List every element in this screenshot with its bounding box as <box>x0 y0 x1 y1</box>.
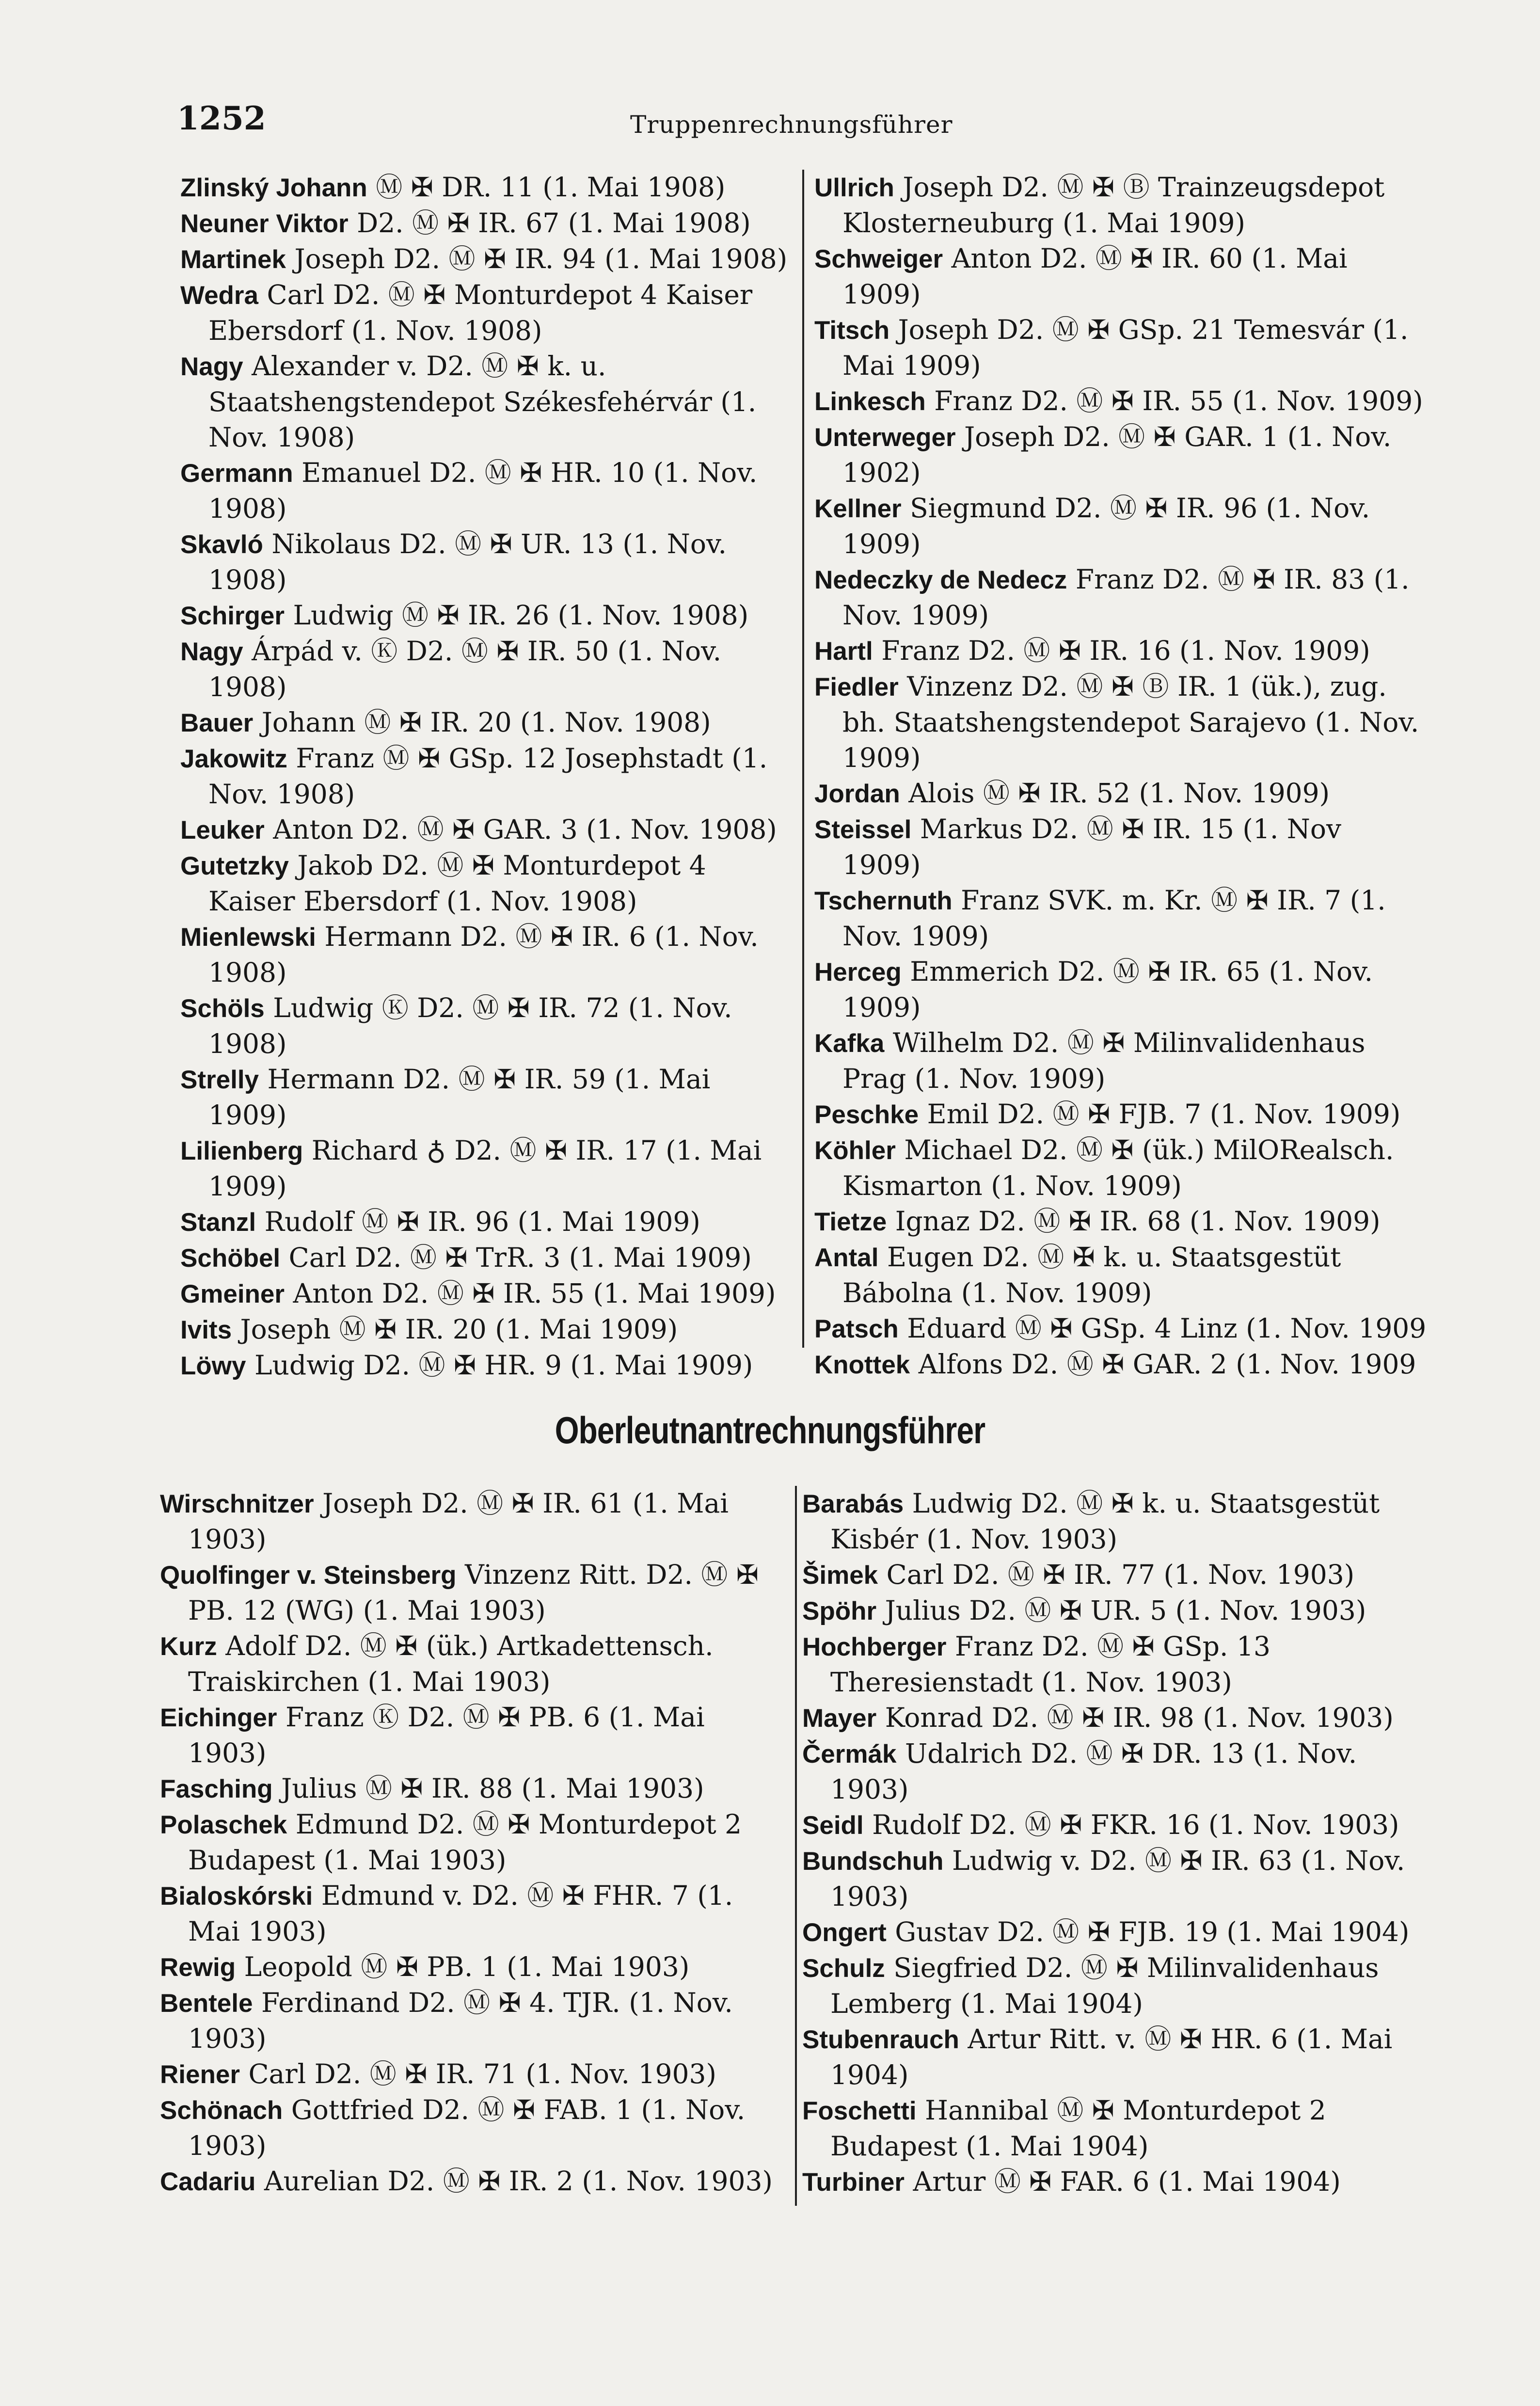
entry-name: Stubenrauch <box>802 2025 959 2054</box>
entry-name: Knottek <box>814 1351 910 1379</box>
entry-details: Julius D2. Ⓜ ✠ UR. 5 (1. Nov. 1903) <box>885 1595 1366 1626</box>
entry <box>802 1736 1418 1807</box>
entry-details: Joseph D2. Ⓜ ✠ IR. 94 (1. Mai 1908) <box>294 243 788 274</box>
entry-details: Adolf D2. Ⓜ ✠ (ük.) Artkadettensch. Traiskirchen (1. Mai 1903) <box>188 1630 714 1697</box>
entry <box>814 562 1428 633</box>
entry <box>802 2164 1418 2200</box>
entry <box>814 312 1428 383</box>
column-divider <box>802 170 804 1348</box>
entry-name: Schönach <box>160 2096 283 2125</box>
entry-details: Carl D2. Ⓜ ✠ IR. 77 (1. Nov. 1903) <box>886 1559 1355 1590</box>
entry-name: Strelly <box>180 1066 259 1094</box>
entry <box>802 1700 1418 1736</box>
entry <box>160 1949 788 1985</box>
entry <box>814 633 1428 669</box>
entry-name: Martinek <box>180 245 286 274</box>
entry <box>802 2022 1418 2093</box>
entry-details: Rudolf D2. Ⓜ ✠ FKR. 16 (1. Nov. 1903) <box>872 1809 1399 1840</box>
entry-name: Barabás <box>802 1490 904 1518</box>
entry-name: Zlinský Johann <box>180 174 367 202</box>
entry-name: Lilienberg <box>180 1137 303 1165</box>
entry-name: Fasching <box>160 1775 273 1803</box>
entry-details: Joseph D2. Ⓜ ✠ GAR. 1 (1. Nov. 1902) <box>842 421 1392 488</box>
entry <box>180 990 796 1062</box>
entry-name: Turbiner <box>802 2168 905 2197</box>
entry-details: Aurelian D2. Ⓜ ✠ IR. 2 (1. Nov. 1903) <box>264 2166 773 2197</box>
entry-name: Bundschuh <box>802 1847 944 1876</box>
entry-name: Herceg <box>814 958 902 987</box>
entry <box>814 241 1428 312</box>
entry-details: Emil D2. Ⓜ ✠ FJB. 7 (1. Nov. 1909) <box>927 1099 1401 1130</box>
entry-name: Leuker <box>180 816 265 844</box>
entry <box>160 1807 788 1878</box>
entry-details: Hermann D2. Ⓜ ✠ IR. 59 (1. Mai 1909) <box>208 1064 711 1131</box>
entry-details: Anton D2. Ⓜ ✠ IR. 55 (1. Mai 1909) <box>293 1278 776 1309</box>
entry-name: Stanzl <box>180 1208 256 1237</box>
entry <box>814 491 1428 562</box>
entry-name: Ullrich <box>814 174 894 202</box>
entry-details: Joseph D2. Ⓜ ✠ Ⓑ Trainzeugsdepot Klosterneuburg (1. Mai 1909) <box>842 172 1385 239</box>
entry <box>160 1628 788 1700</box>
entry <box>180 526 796 598</box>
entry-details: Alfons D2. Ⓜ ✠ GAR. 2 (1. Nov. 1909 <box>918 1349 1416 1380</box>
entry-details: Leopold Ⓜ ✠ PB. 1 (1. Mai 1903) <box>244 1951 690 1982</box>
entry <box>180 455 796 526</box>
entry-name: Polaschek <box>160 1811 287 1839</box>
entry-details: Franz D2. Ⓜ ✠ GSp. 13 Theresienstadt (1. Nov. 1903) <box>830 1631 1270 1698</box>
entry-name: Mayer <box>802 1704 877 1733</box>
entry-name: Schöls <box>180 994 265 1023</box>
entry-details: Franz Ⓜ ✠ GSp. 12 Josephstadt (1. Nov. 1908) <box>208 743 768 810</box>
entry-details: Ludwig Ⓚ D2. Ⓜ ✠ IR. 72 (1. Nov. 1908) <box>208 992 732 1059</box>
entry <box>802 1843 1418 1914</box>
entry-name: Riener <box>160 2060 240 2089</box>
entry-name: Tschernuth <box>814 887 953 915</box>
entry-name: Germann <box>180 459 293 488</box>
entry-details: Artur Ⓜ ✠ FAR. 6 (1. Mai 1904) <box>913 2166 1341 2197</box>
entry <box>814 776 1428 812</box>
entry-name: Skavló <box>180 530 263 559</box>
entry-name: Wirschnitzer <box>160 1490 314 1518</box>
entry-name: Gutetzky <box>180 852 289 880</box>
entry <box>180 277 796 349</box>
entry <box>180 919 796 990</box>
entry-details: Johann Ⓜ ✠ IR. 20 (1. Nov. 1908) <box>261 707 711 738</box>
section-title: Oberleutnantrechnungsführer <box>555 1409 985 1451</box>
entry-name: Bentele <box>160 1989 253 2018</box>
column-divider <box>795 1486 797 2206</box>
entry-name: Seidl <box>802 1811 864 1840</box>
entry-name: Mienlewski <box>180 923 316 952</box>
entry <box>180 241 796 277</box>
entry-name: Patsch <box>814 1315 899 1343</box>
entry-details: Rudolf Ⓜ ✠ IR. 96 (1. Mai 1909) <box>264 1206 700 1237</box>
entry-name: Šimek <box>802 1561 878 1590</box>
entry-details: Anton D2. Ⓜ ✠ GAR. 3 (1. Nov. 1908) <box>273 814 777 845</box>
entry-name: Ongert <box>802 1918 887 1947</box>
entry-details: Udalrich D2. Ⓜ ✠ DR. 13 (1. Nov. 1903) <box>830 1738 1357 1805</box>
entry-name: Ivits <box>180 1316 232 1344</box>
entry-name: Eichinger <box>160 1704 277 1732</box>
section1-left-column <box>180 170 796 1384</box>
entry-details: Edmund D2. Ⓜ ✠ Monturdepot 2 Budapest (1. Mai 1903) <box>188 1809 742 1876</box>
entry <box>180 349 796 455</box>
entry-details: Wilhelm D2. Ⓜ ✠ Milinvalidenhaus Prag (1. Nov. 1909) <box>842 1027 1365 1094</box>
entry <box>180 848 796 919</box>
entry <box>802 2093 1418 2164</box>
entry <box>160 1771 788 1807</box>
entry-name: Gmeiner <box>180 1280 285 1308</box>
entry <box>180 1240 796 1276</box>
entry <box>814 1204 1428 1240</box>
entry-details: Siegmund D2. Ⓜ ✠ IR. 96 (1. Nov. 1909) <box>842 493 1370 559</box>
entry-name: Spöhr <box>802 1597 877 1625</box>
section2-right-column <box>802 1486 1418 2200</box>
entry-name: Steissel <box>814 815 912 844</box>
entry-details: Hermann D2. Ⓜ ✠ IR. 6 (1. Nov. 1908) <box>208 921 759 988</box>
entry-name: Kellner <box>814 494 902 523</box>
entry-details: Joseph D2. Ⓜ ✠ IR. 61 (1. Mai 1903) <box>188 1488 729 1555</box>
entry <box>180 206 796 241</box>
entry-name: Nedeczky de Nedecz <box>814 566 1067 594</box>
entry-details: Gustav D2. Ⓜ ✠ FJB. 19 (1. Mai 1904) <box>895 1916 1410 1947</box>
entry-name: Köhler <box>814 1136 896 1165</box>
entry <box>814 170 1428 241</box>
entry-details: Gottfried D2. Ⓜ ✠ FAB. 1 (1. Nov. 1903) <box>188 2094 746 2161</box>
entry-name: Neuner Viktor <box>180 209 349 238</box>
entry <box>160 2056 788 2092</box>
entry <box>802 1807 1418 1843</box>
entry-name: Fiedler <box>814 673 899 701</box>
entry-details: Markus D2. Ⓜ ✠ IR. 15 (1. Nov 1909) <box>842 813 1342 880</box>
entry-details: Edmund v. D2. Ⓜ ✠ FHR. 7 (1. Mai 1903) <box>188 1880 733 1947</box>
entry-name: Schöbel <box>180 1244 281 1273</box>
entry-name: Jakowitz <box>180 745 287 773</box>
entry-name: Schulz <box>802 1954 885 1983</box>
entry-name: Quolfinger v. Steinsberg <box>160 1561 457 1590</box>
entry <box>802 1486 1418 1557</box>
entry-details: Carl D2. Ⓜ ✠ TrR. 3 (1. Mai 1909) <box>288 1242 752 1273</box>
entry-details: Franz D2. Ⓜ ✠ IR. 55 (1. Nov. 1909) <box>934 385 1423 416</box>
entry <box>814 1347 1428 1383</box>
entry <box>180 1133 796 1204</box>
entry-details: Árpád v. Ⓚ D2. Ⓜ ✠ IR. 50 (1. Nov. 1908) <box>208 636 722 702</box>
entry <box>814 1132 1428 1204</box>
entry-details: Emmerich D2. Ⓜ ✠ IR. 65 (1. Nov. 1909) <box>842 956 1373 1023</box>
entry-name: Jordan <box>814 780 900 808</box>
entry-details: Ludwig D2. Ⓜ ✠ k. u. Staatsgestüt Kisbér (1. Nov. 1903) <box>830 1488 1380 1555</box>
section1-right-column <box>814 170 1428 1383</box>
entry-name: Nagy <box>180 637 243 666</box>
entry-details: Vinzenz Ritt. D2. Ⓜ ✠ PB. 12 (WG) (1. Mai 1903) <box>188 1559 759 1626</box>
entry-details: Siegfried D2. Ⓜ ✠ Milinvalidenhaus Lemberg (1. Mai 1904) <box>830 1952 1379 2019</box>
entry-name: Bauer <box>180 709 254 737</box>
entry <box>814 812 1428 883</box>
entry <box>160 2092 788 2164</box>
entry <box>160 1700 788 1771</box>
entry-name: Hartl <box>814 637 873 666</box>
entry-name: Kurz <box>160 1632 217 1661</box>
entry-details: Joseph D2. Ⓜ ✠ GSp. 21 Temesvár (1. Mai 1909) <box>842 314 1409 381</box>
entry-details: Vinzenz D2. Ⓜ ✠ Ⓑ IR. 1 (ük.), zug. bh. Staatshengstendepot Sarajevo (1. Nov. 1909) <box>842 671 1419 773</box>
entry-name: Nagy <box>180 352 243 381</box>
entry-details: Ⓜ ✠ DR. 11 (1. Mai 1908) <box>376 172 726 203</box>
entry-name: Schweiger <box>814 245 943 273</box>
entry <box>814 419 1428 491</box>
running-head: Truppenrechnungsführer <box>630 111 953 139</box>
entry-details: Alois Ⓜ ✠ IR. 52 (1. Nov. 1909) <box>908 778 1330 809</box>
entry-details: Hannibal Ⓜ ✠ Monturdepot 2 Budapest (1. Mai 1904) <box>830 2095 1326 2162</box>
entry <box>160 1486 788 1557</box>
entry-details: Eugen D2. Ⓜ ✠ k. u. Staatsgestüt Bábolna (1. Nov. 1909) <box>842 1242 1341 1308</box>
entry-name: Wedra <box>180 281 259 310</box>
entry-details: Emanuel D2. Ⓜ ✠ HR. 10 (1. Nov. 1908) <box>208 457 758 524</box>
entry-details: Konrad D2. Ⓜ ✠ IR. 98 (1. Nov. 1903) <box>885 1702 1394 1733</box>
entry <box>802 1914 1418 1950</box>
entry-details: Franz SVK. m. Kr. Ⓜ ✠ IR. 7 (1. Nov. 1909) <box>842 885 1386 952</box>
entry-name: Kafka <box>814 1029 885 1058</box>
entry-details: Carl D2. Ⓜ ✠ Monturdepot 4 Kaiser Ebersdorf (1. Nov. 1908) <box>208 279 753 346</box>
entry-details: Joseph Ⓜ ✠ IR. 20 (1. Mai 1909) <box>240 1314 678 1345</box>
entry <box>160 1557 788 1628</box>
entry <box>180 1348 796 1384</box>
entry <box>802 1557 1418 1593</box>
entry-details: Eduard Ⓜ ✠ GSp. 4 Linz (1. Nov. 1909 <box>907 1313 1427 1344</box>
entry-name: Bialoskórski <box>160 1882 313 1911</box>
entry-name: Cadariu <box>160 2167 256 2196</box>
entry <box>180 741 796 812</box>
entry <box>180 1204 796 1240</box>
entry-name: Rewig <box>160 1953 236 1982</box>
entry-name: Peschke <box>814 1100 919 1129</box>
entry-name: Schirger <box>180 602 285 630</box>
entry-name: Linkesch <box>814 387 926 416</box>
entry <box>802 1593 1418 1629</box>
entry-name: Foschetti <box>802 2097 917 2125</box>
entry-details: Franz D2. Ⓜ ✠ IR. 16 (1. Nov. 1909) <box>881 635 1370 666</box>
entry-details: Ludwig v. D2. Ⓜ ✠ IR. 63 (1. Nov. 1903) <box>830 1845 1405 1912</box>
entry-details: Ludwig D2. Ⓜ ✠ HR. 9 (1. Mai 1909) <box>254 1350 753 1381</box>
entry <box>814 1025 1428 1097</box>
entry-name: Hochberger <box>802 1633 947 1661</box>
entry <box>180 1312 796 1348</box>
entry-details: Anton D2. Ⓜ ✠ IR. 60 (1. Mai 1909) <box>842 243 1348 310</box>
entry <box>814 954 1428 1025</box>
entry-name: Tietze <box>814 1208 887 1236</box>
entry <box>160 1985 788 2056</box>
entry <box>180 170 796 206</box>
entry-details: Michael D2. Ⓜ ✠ (ük.) MilORealsch. Kismarton (1. Nov. 1909) <box>842 1134 1394 1201</box>
entry <box>814 1240 1428 1311</box>
entry <box>160 2164 788 2199</box>
entry-name: Unterweger <box>814 423 956 452</box>
entry <box>802 1950 1418 2022</box>
entry-name: Antal <box>814 1243 879 1272</box>
entry-details: Julius Ⓜ ✠ IR. 88 (1. Mai 1903) <box>281 1773 704 1804</box>
entry-details: Richard ♁ D2. Ⓜ ✠ IR. 17 (1. Mai 1909) <box>208 1135 762 1202</box>
entry <box>802 1629 1418 1700</box>
entry <box>180 1276 796 1312</box>
entry <box>814 883 1428 954</box>
entry <box>180 1062 796 1133</box>
entry <box>180 634 796 705</box>
entry-details: Alexander v. D2. Ⓜ ✠ k. u. Staatshengstendepot Székesfehérvár (1. Nov. 1908) <box>208 351 757 453</box>
entry <box>814 669 1428 776</box>
entry-details: Franz D2. Ⓜ ✠ IR. 83 (1. Nov. 1909) <box>842 564 1410 631</box>
entry <box>814 1311 1428 1347</box>
entry-details: Ludwig Ⓜ ✠ IR. 26 (1. Nov. 1908) <box>293 600 749 631</box>
entry-name: Čermák <box>802 1740 897 1769</box>
entry-details: Nikolaus D2. Ⓜ ✠ UR. 13 (1. Nov. 1908) <box>208 528 727 595</box>
entry <box>814 1097 1428 1132</box>
entry <box>180 705 796 741</box>
entry <box>160 1878 788 1949</box>
entry <box>180 812 796 848</box>
entry <box>814 383 1428 419</box>
entry-name: Löwy <box>180 1352 246 1380</box>
page-number: 1252 <box>177 99 266 137</box>
entry-details: Ignaz D2. Ⓜ ✠ IR. 68 (1. Nov. 1909) <box>895 1206 1381 1237</box>
entry-details: Ferdinand D2. Ⓜ ✠ 4. TJR. (1. Nov. 1903) <box>188 1987 733 2054</box>
entry <box>180 598 796 634</box>
entry-details: Franz Ⓚ D2. Ⓜ ✠ PB. 6 (1. Mai 1903) <box>188 1702 705 1769</box>
entry-details: Jakob D2. Ⓜ ✠ Monturdepot 4 Kaiser Ebersdorf (1. Nov. 1908) <box>208 850 706 917</box>
entry-name: Titsch <box>814 316 890 345</box>
entry-details: Carl D2. Ⓜ ✠ IR. 71 (1. Nov. 1903) <box>248 2058 716 2089</box>
section2-left-column <box>160 1486 788 2199</box>
entry-details: D2. Ⓜ ✠ IR. 67 (1. Mai 1908) <box>357 207 751 239</box>
entry-details: Artur Ritt. v. Ⓜ ✠ HR. 6 (1. Mai 1904) <box>830 2024 1393 2090</box>
